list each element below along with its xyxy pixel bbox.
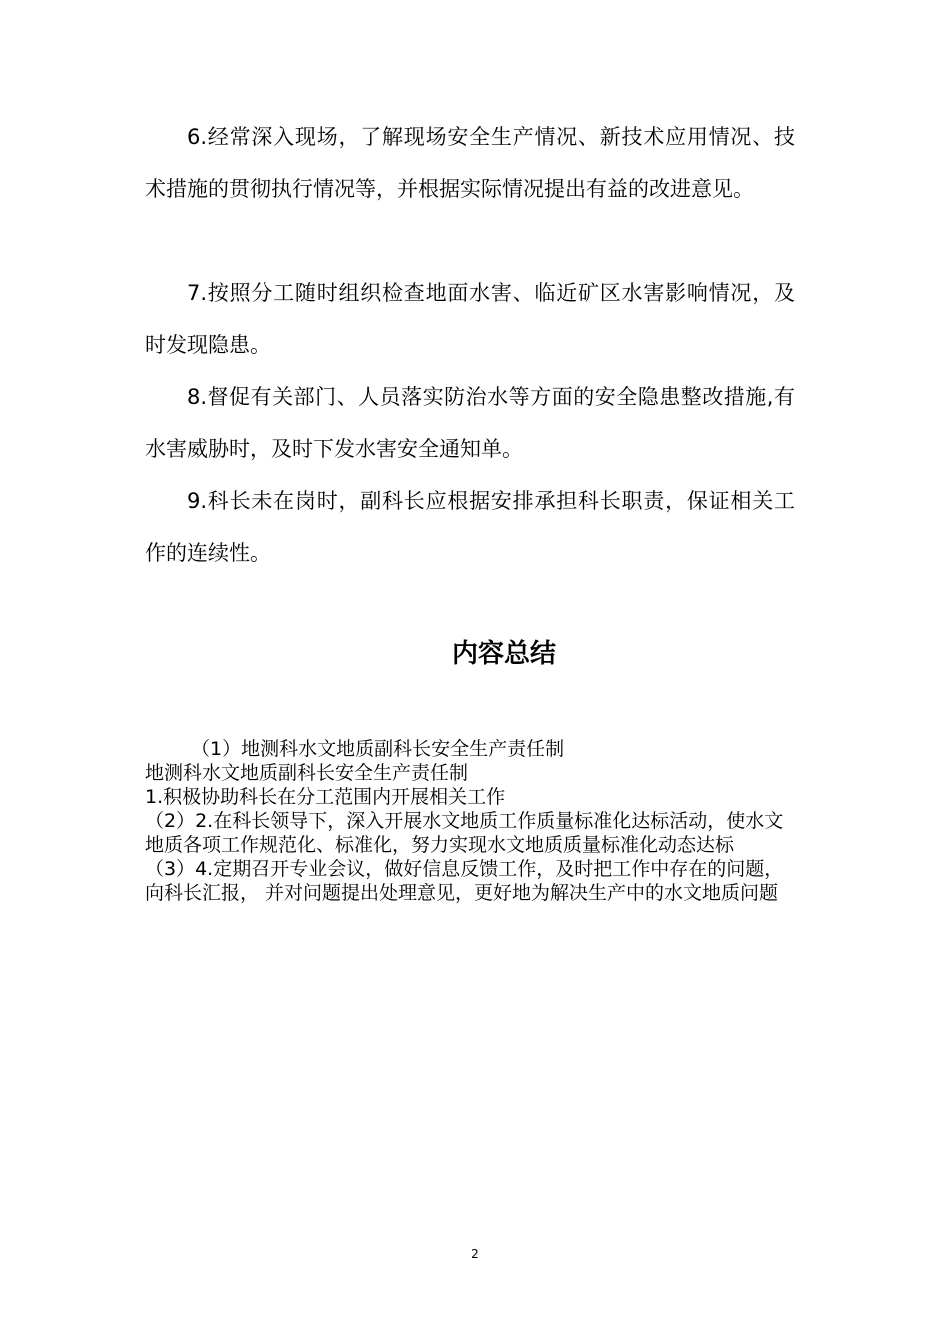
paragraph-6: 6.经常深入现场，了解现场安全生产情况、新技术应用情况、技术措施的贯彻执行情况等，并根据实际情况提出有益的改进意见。 — [145, 125, 795, 201]
page-number: 2 — [471, 1247, 479, 1261]
paragraph-8: 8.督促有关部门、人员落实防治水等方面的安全隐患整改措施,有水害威胁时，及时下发水害安全通知单。 — [145, 385, 795, 461]
paragraph-9: 9.科长未在岗时，副科长应根据安排承担科长职责，保证相关工作的连续性。 — [145, 489, 795, 565]
summary-line-3: 1.积极协助科长在分工范围内开展相关工作 — [145, 786, 506, 808]
paragraph-7: 7.按照分工随时组织检查地面水害、临近矿区水害影响情况，及时发现隐患。 — [145, 281, 795, 357]
summary-title: 内容总结 — [451, 639, 556, 669]
summary-line-2: 地测科水文地质副科长安全生产责任制 — [145, 762, 469, 784]
summary-line-4: （2）2.在科长领导下，深入开展水文地质工作质量标准化达标活动，使水文地质各项工作规范化、标准化，努力实现水文地质质量标准化动态达标 — [145, 810, 784, 856]
summary-line-5: （3）4.定期召开专业会议，做好信息反馈工作，及时把工作中存在的问题，向科长汇报， 并对问题提出处理意见，更好地为解决生产中的水文地质问题 — [145, 858, 784, 904]
summary-line-1: （1）地测科水文地质副科长安全生产责任制 — [191, 738, 565, 760]
summary-block — [145, 737, 795, 905]
